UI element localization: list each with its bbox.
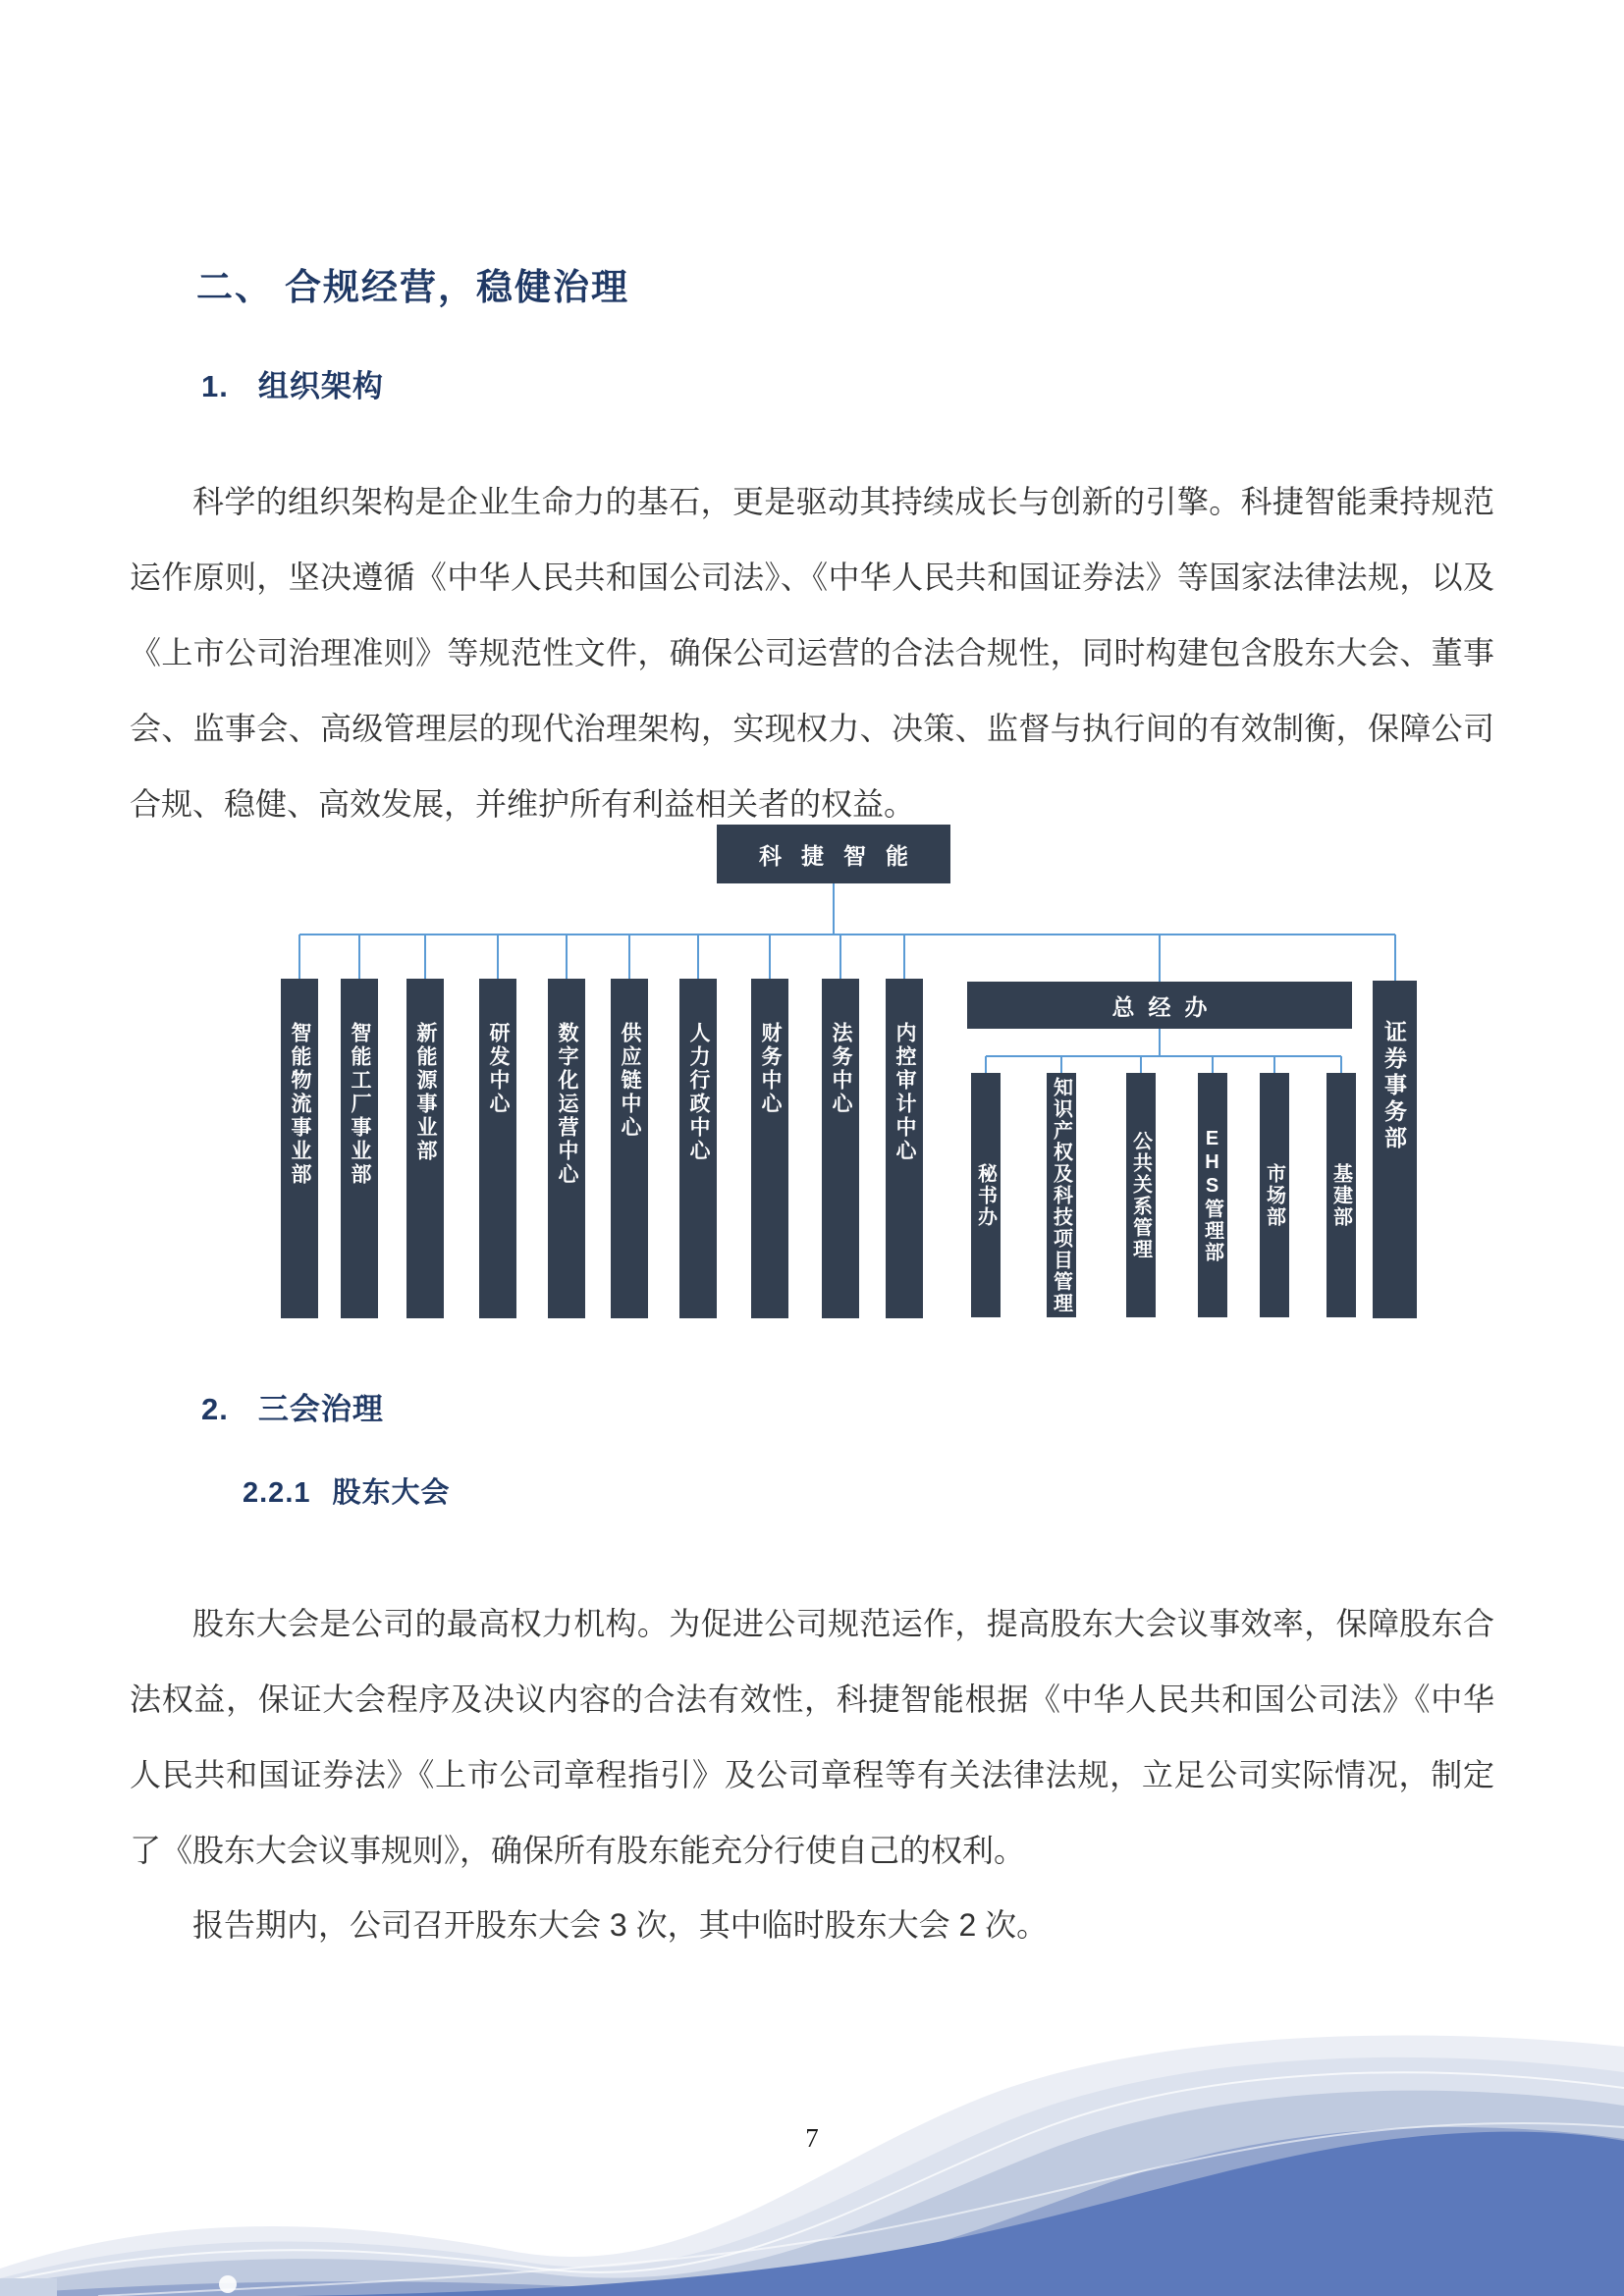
section-heading-org (201, 361, 384, 405)
org-box-dept: 智能物流事业部 (281, 979, 318, 1318)
section2-number: 2. (201, 1392, 229, 1426)
org-box-gm-sub: 秘书办 (971, 1073, 1001, 1317)
footer-wave-decoration (0, 2021, 1624, 2296)
org-box-securities-office: 证券事务部 (1373, 981, 1417, 1318)
subsection-heading-shareholder (243, 1470, 451, 1511)
org-box-dept: 数字化运营中心 (548, 979, 585, 1318)
paragraph-shareholder-meeting: 股东大会是公司的最高权力机构。为促进公司规范运作，提高股东大会议事效率，保障股东合法权益，保证大会程序及决议内容的合法有效性，科捷智能根据《中华人民共和国公司法》《中华人民共和国证券法》《上市公司章程指引》及公司章程等有关法律法规，立足公司实际情况，制定了《股东大会议事规则》，确保所有股东能充分行使自己的权利。 (130, 1606, 1494, 1868)
organization-chart (0, 825, 1624, 1335)
paragraph-org-intro: 科学的组织架构是企业生命力的基石，更是驱动其持续成长与创新的引擎。科捷智能秉持规范运作原则，坚决遵循《中华人民共和国公司法》、《中华人民共和国证券法》等国家法律法规，以及《上市公司治理准则》等规范性文件，确保公司运营的合法合规性，同时构建包含股东大会、董事会、监事会、高级管理层的现代治理架构，实现权力、决策、监督与执行间的有效制衡，保障公司合规、稳健、高效发展，并维护所有利益相关者的权益。 (130, 484, 1494, 822)
section1-title: 组织架构 (257, 369, 384, 403)
subsection-number: 2.2.1 (243, 1477, 311, 1509)
subsection-title: 股东大会 (332, 1477, 451, 1509)
org-box-gm-sub: EHS管理部 (1198, 1073, 1227, 1317)
org-box-gm-sub: 基建部 (1326, 1073, 1356, 1317)
org-box-dept: 新能源事业部 (406, 979, 444, 1318)
section1-number: 1. (201, 369, 229, 403)
org-box-dept: 内控审计中心 (886, 979, 923, 1318)
chapter-number: 二、 (196, 267, 273, 307)
org-box-dept: 供应链中心 (611, 979, 648, 1318)
org-box-gm-office: 总经办 (967, 982, 1352, 1029)
org-box-dept: 智能工厂事业部 (341, 979, 378, 1318)
org-box-gm-sub: 公共关系管理 (1126, 1073, 1156, 1317)
org-box-gm-sub: 知识产权及科技项目管理 (1047, 1073, 1076, 1317)
org-box-gm-sub: 市场部 (1260, 1073, 1289, 1317)
section-heading-governance (201, 1384, 384, 1428)
org-box-root: 科捷智能 (717, 825, 950, 883)
page-number: 7 (805, 2123, 819, 2153)
paragraph-meeting-count: 报告期内，公司召开股东大会 3 次，其中临时股东大会 2 次。 (192, 1907, 1049, 1943)
chapter-heading (196, 257, 629, 310)
chapter-title: 合规经营，稳健治理 (285, 267, 629, 307)
org-box-dept: 法务中心 (822, 979, 859, 1318)
org-box-dept: 研发中心 (479, 979, 516, 1318)
section2-title: 三会治理 (257, 1392, 384, 1426)
org-box-dept: 财务中心 (751, 979, 788, 1318)
org-box-dept: 人力行政中心 (679, 979, 717, 1318)
